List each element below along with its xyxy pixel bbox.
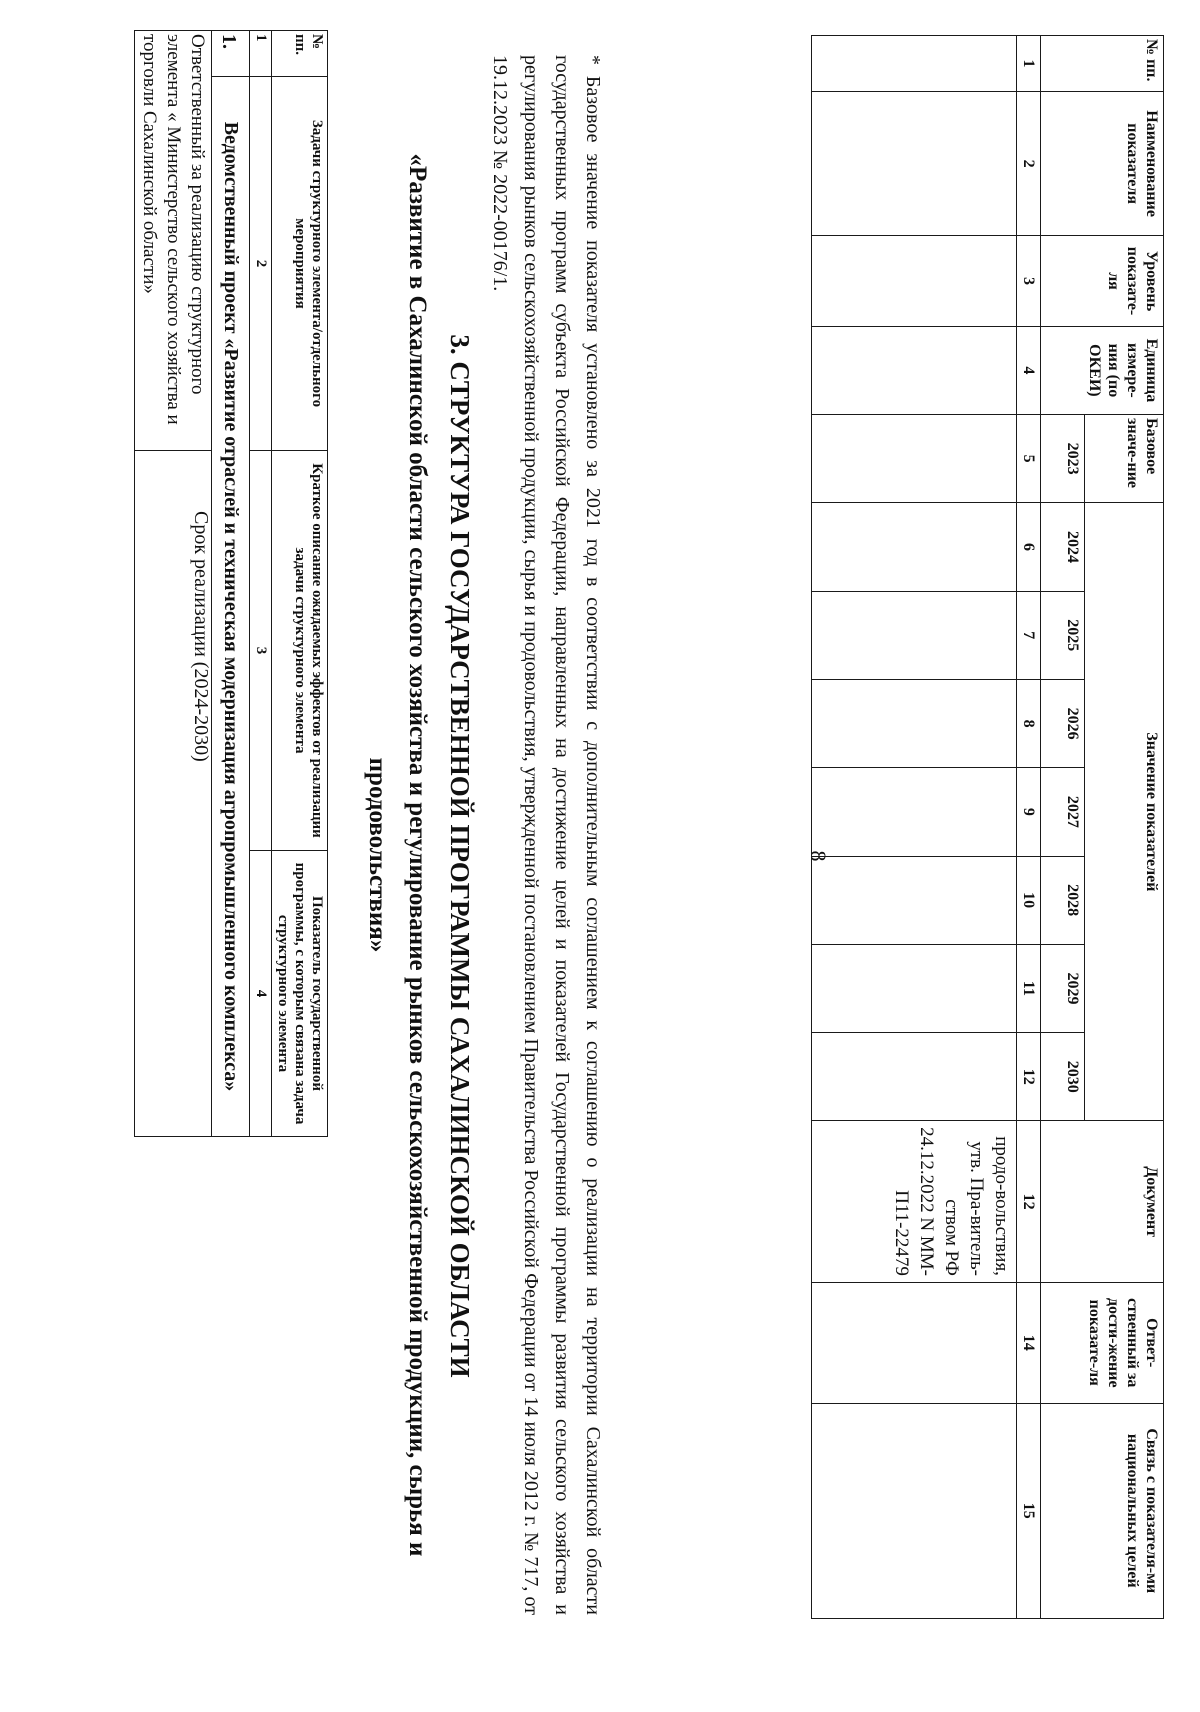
col-level-header: Уровень показате-ля <box>1041 236 1164 326</box>
column-number: 1 <box>250 31 272 77</box>
column-number: 9 <box>1017 768 1041 856</box>
document-reference: продо-вольствия, утв. Пра-витель-ством РФ 24.12.2022 N ММ-П11-22479 <box>812 1121 1017 1283</box>
column-number: 4 <box>250 851 272 1137</box>
column-number: 1 <box>1017 36 1041 92</box>
year-cell: 2024 <box>1041 503 1085 591</box>
column-numbers-row <box>1017 36 1041 1619</box>
column-number: 12 <box>1017 1121 1041 1283</box>
column-number: 15 <box>1017 1403 1041 1618</box>
section-title: 3. СТРУКТУРА ГОСУДАРСТВЕННОЙ ПРОГРАММЫ САХАЛИНСКОЙ ОБЛАСТИ <box>445 334 475 1378</box>
column-number: 3 <box>1017 236 1041 326</box>
column-number: 2 <box>1017 91 1041 235</box>
col-responsible-header: Ответ-ственный за дости-жение показате-ля <box>1041 1282 1164 1403</box>
program-title: «Развитие в Сахалинской области сельского хозяйства и регулирование рынков сельскохозяйственной продукции, сырья и продовольствия» <box>364 153 431 1557</box>
col-values-header: Значение показателей <box>1085 503 1164 1121</box>
col-link-header: Связь с показателя-ми национальных целей <box>1041 1403 1164 1618</box>
indicators-header-row <box>1085 36 1164 1619</box>
year-cell: 2029 <box>1041 944 1085 1032</box>
column-number: 8 <box>1017 679 1041 767</box>
year-cell: 2025 <box>1041 591 1085 679</box>
indicators-table <box>811 35 1164 1619</box>
year-cell: 2026 <box>1041 679 1085 767</box>
column-number: 5 <box>1017 415 1041 503</box>
col-effects-header: Краткое описание ожидаемых эффектов от реализации задачи структурного элемента <box>272 451 328 851</box>
column-number: 14 <box>1017 1282 1041 1403</box>
column-number: 4 <box>1017 326 1041 414</box>
col-document-header: Документ <box>1041 1121 1164 1283</box>
year-cell: 2023 <box>1041 415 1085 503</box>
page-number: 8 <box>806 850 831 862</box>
column-number: 6 <box>1017 503 1041 591</box>
structure-column-numbers-row <box>250 31 272 1137</box>
structure-table <box>134 30 328 1137</box>
column-number: 2 <box>250 77 272 451</box>
implementation-period: Срок реализации (2024-2030) <box>135 451 212 1137</box>
col-base-header: Базовое значе-ние <box>1085 415 1164 503</box>
year-cell: 2027 <box>1041 768 1085 856</box>
col-name-header: Наименование показателя <box>1041 91 1164 235</box>
col-unit-header: Единица измере-ния (по ОКЕИ) <box>1041 326 1164 414</box>
project-title: Ведомственный проект «Развитие отраслей и техническая модернизация агропромышленного комплекса» <box>212 77 250 1137</box>
structure-header-row <box>272 31 328 1137</box>
column-number: 12 <box>1017 1033 1041 1121</box>
year-cell: 2030 <box>1041 1033 1085 1121</box>
col-no-header: № пп. <box>1041 36 1164 92</box>
footnote: * Базовое значение показателя установлено за 2021 год в соответствии с дополнительным соглашением к соглашению о реализации на территории Сахалинской области государственных программ субъекта Российской Федерации, направленных на достижение целей и показателей Государственной программы развития сельского хозяйства и регулирования рынков сельскохозяйственной продукции, сырья и продовольствия, утвержденной постановлением Правительства Российской Федерации от 14 июля 2012 г. № 717, от 19.12.2023 № 2022-00176/1. <box>489 55 604 1615</box>
col-no-header: № пп. <box>272 31 328 77</box>
column-number: 10 <box>1017 856 1041 944</box>
column-number: 11 <box>1017 944 1041 1032</box>
col-tasks-header: Задачи структурного элемента/отдельного мероприятия <box>272 77 328 451</box>
project-number: 1. <box>212 31 250 77</box>
responsible-row <box>135 31 212 1137</box>
column-number: 7 <box>1017 591 1041 679</box>
column-number: 3 <box>250 451 272 851</box>
project-row <box>212 31 250 1137</box>
col-indicator-header: Показатель государственной программы, с которым связана задача структурного элемента <box>272 851 328 1137</box>
table-row <box>812 36 1017 1619</box>
year-cell: 2028 <box>1041 856 1085 944</box>
responsible-text: Ответственный за реализацию структурного элемента « Министерство сельского хозяйства и торговли Сахалинской области» <box>135 31 212 451</box>
